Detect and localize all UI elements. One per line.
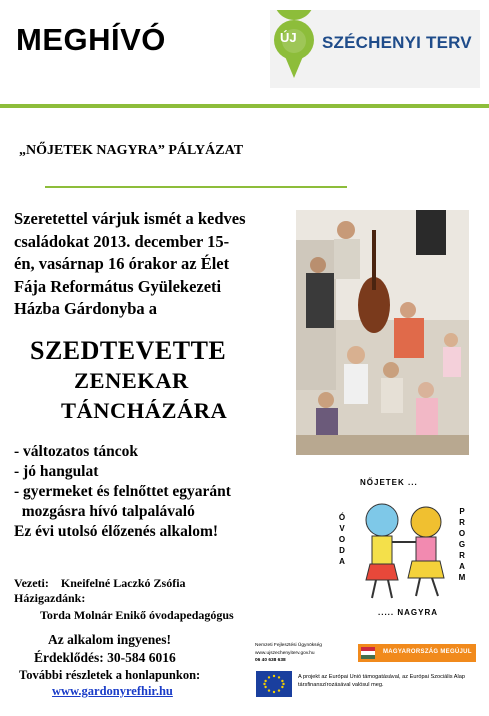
event-type: TÁNCHÁZÁRA [61, 398, 228, 423]
website-link[interactable]: www.gardonyrefhir.hu [52, 684, 173, 698]
header-divider [0, 104, 489, 108]
free-entry-note: Az alkalom ingyenes! [48, 632, 171, 647]
logo-text: SZÉCHENYI TERV [322, 33, 472, 52]
more-info-label: További részletek a honlapunkon: [19, 668, 201, 682]
hostess-label: Házigazdánk: [14, 591, 86, 605]
section-divider [45, 186, 347, 188]
program-logo-illustration [340, 480, 470, 612]
feature-list [14, 442, 231, 522]
eu-funding-text: A projekt az Európai Unió támogatásával, az Európai Szociális Alap társfinanszírozásával valósul meg. [298, 674, 465, 688]
program-logo-bottom-text: ..... NAGYRA [378, 608, 439, 617]
intro-line: családokat 2013. december 15- [14, 231, 230, 251]
list-item: - jó hangulat [14, 463, 99, 480]
intro-line: én, vasárnap 16 órakor az Élet [14, 254, 230, 273]
list-item: mozgásra hívó talpalávaló [14, 503, 195, 520]
program-logo-right-text: P R O G R A M [458, 507, 466, 582]
nfu-info: Nemzeti Fejlesztési Ügynökség www.ujszechenyiterv.gov.hu 06 40 638 638 [255, 643, 322, 663]
hungary-flag-icon [361, 647, 375, 659]
leader-line: Vezeti: Kneifelné Laczkó Zsófia [14, 576, 186, 590]
contact-info: Érdeklődés: 30-584 6016 [34, 650, 176, 665]
intro-line: Szeretettel várjuk ismét a kedves [14, 209, 246, 228]
hungary-banner-text: MAGYARORSZÁG MEGÚJUL [383, 649, 472, 655]
intro-text [14, 208, 299, 321]
list-item: - változatos táncok [14, 443, 138, 460]
intro-line: Házba Gárdonyba a [14, 299, 158, 318]
eu-flag-icon [256, 671, 292, 697]
page-title: MEGHÍVÓ [16, 22, 166, 57]
list-item: - gyermeket és felnőttet egyaránt [14, 483, 231, 500]
project-title: „NŐJETEK NAGYRA” PÁLYÁZAT [19, 143, 244, 158]
intro-line: Fája Református Gyülekezeti [14, 276, 222, 296]
logo-mark: ÚJ [280, 30, 297, 45]
band-name: SZEDTEVETTE [30, 336, 227, 365]
last-event-note: Ez évi utolsó élőzenés alkalom! [14, 523, 219, 540]
program-logo-left-text: Ó V O D A [338, 513, 346, 566]
program-logo-top-text: NŐJETEK ... [360, 478, 418, 487]
band-subtitle: ZENEKAR [74, 368, 189, 393]
hostess-name: Torda Molnár Enikő óvodapedagógus [40, 608, 234, 622]
band-photo [296, 210, 469, 455]
